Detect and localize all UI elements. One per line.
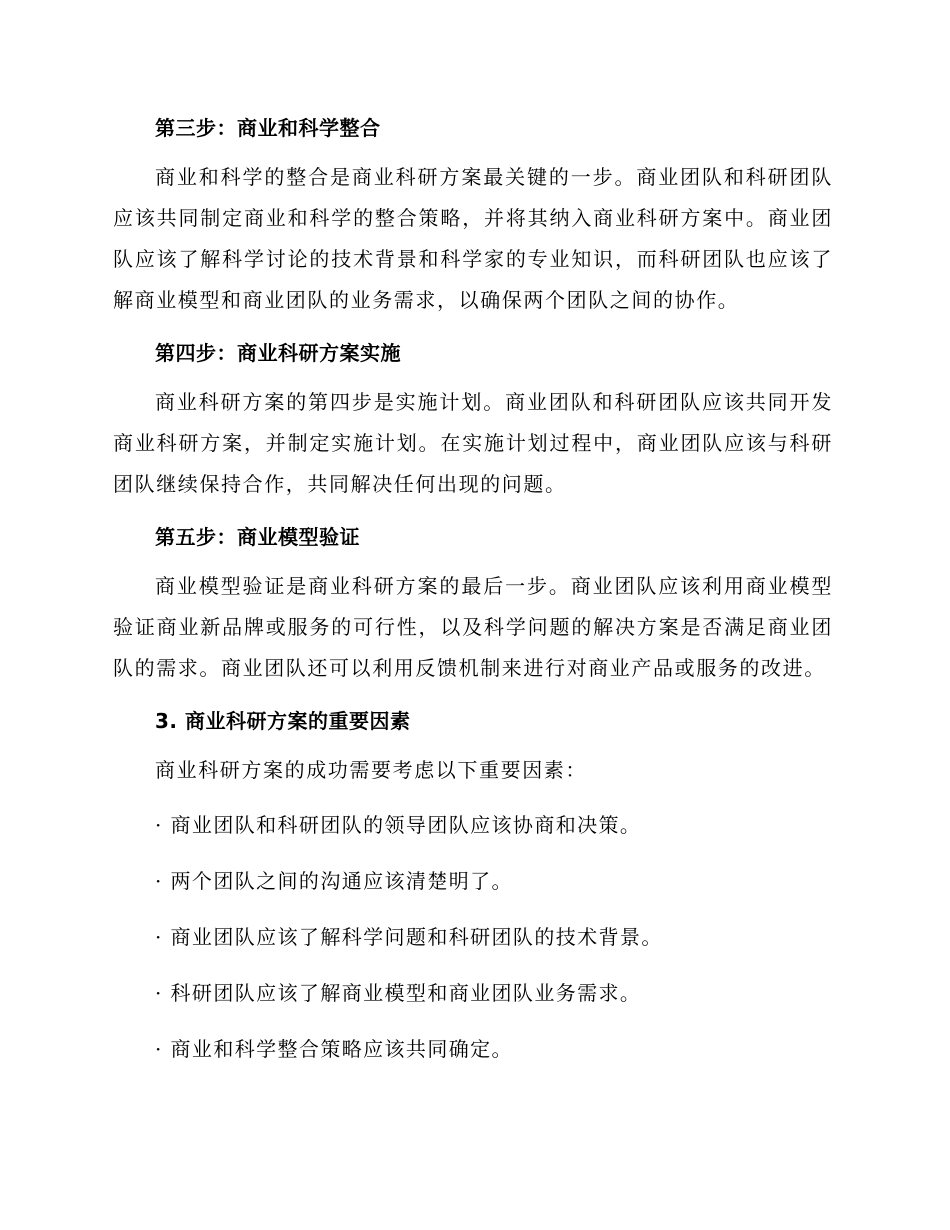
factor-list-item: · 商业团队和科研团队的领导团队应该协商和决策。: [155, 813, 642, 837]
factor-list-item: · 科研团队应该了解商业模型和商业团队业务需求。: [155, 981, 642, 1005]
factor-list-item: · 两个团队之间的沟通应该清楚明了。: [155, 869, 513, 893]
factors-intro-text: 商业科研方案的成功需要考虑以下重要因素：: [155, 758, 587, 782]
factor-list-item: · 商业和科学整合策略应该共同确定。: [155, 1037, 513, 1061]
document-body: [113, 108, 833, 1085]
factor-list-item: · 商业团队应该了解科学问题和科研团队的技术背景。: [155, 925, 663, 949]
section-heading-step-three: 第三步：商业和科学整合: [155, 116, 381, 140]
section-heading-step-five: 第五步：商业模型验证: [155, 525, 360, 549]
section-heading-important-factors: 3. 商业科研方案的重要因素: [155, 709, 411, 733]
section-heading-step-four: 第四步：商业科研方案实施: [155, 341, 401, 365]
section-paragraph-step-five: 商业模型验证是商业科研方案的最后一步。商业团队应该利用商业模型验证商业新品牌或服务的可行性，以及科学问题的解决方案是否满足商业团队的需求。商业团队还可以利用反馈机制来进行对商业产品或服务的改进。: [113, 574, 833, 680]
section-paragraph-step-four: 商业科研方案的第四步是实施计划。商业团队和科研团队应该共同开发商业科研方案，并制定实施计划。在实施计划过程中，商业团队应该与科研团队继续保持合作，共同解决任何出现的问题。: [113, 390, 833, 496]
section-paragraph-step-three: 商业和科学的整合是商业科研方案最关键的一步。商业团队和科研团队应该共同制定商业和科学的整合策略，并将其纳入商业科研方案中。商业团队应该了解科学讨论的技术背景和科学家的专业知识，而科研团队也应该了解商业模型和商业团队的业务需求，以确保两个团队之间的协作。: [113, 165, 833, 312]
